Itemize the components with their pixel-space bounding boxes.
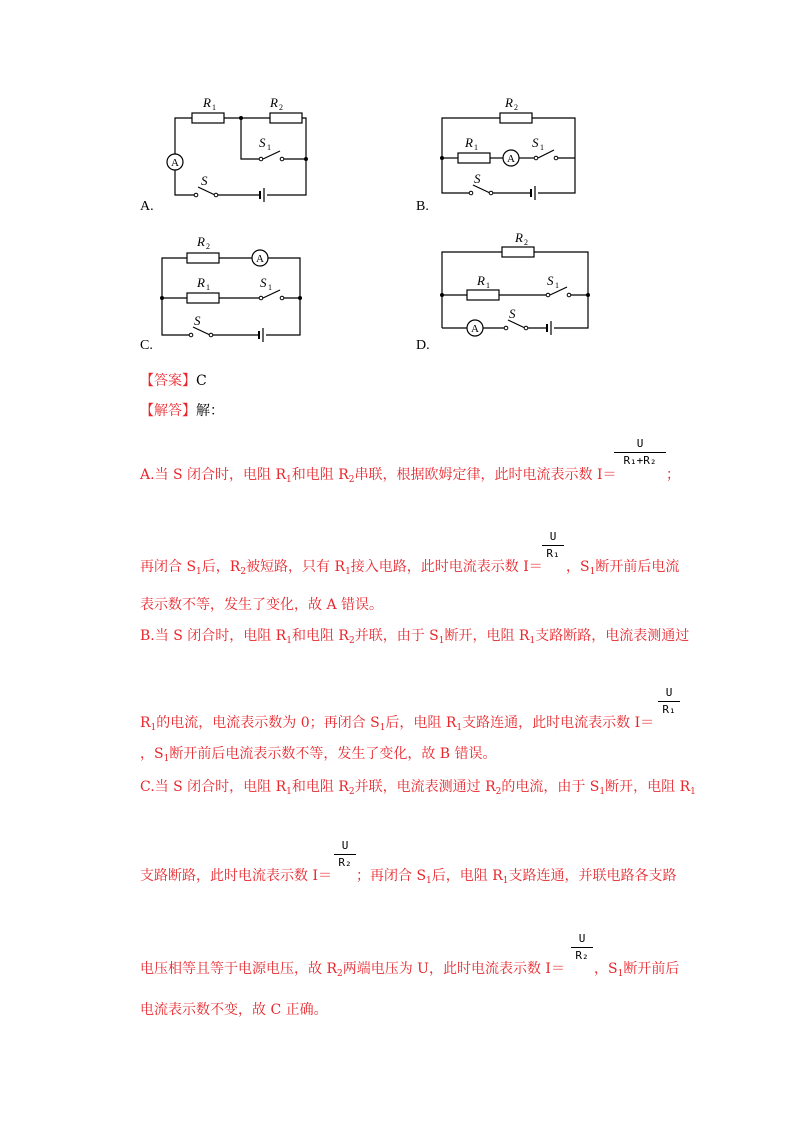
option-b-letter: B. bbox=[416, 199, 429, 214]
svg-text:2: 2 bbox=[279, 103, 283, 112]
svg-text:R: R bbox=[197, 234, 205, 249]
svg-text:S: S bbox=[260, 275, 267, 290]
circuit-b bbox=[430, 95, 590, 207]
svg-text:S: S bbox=[509, 306, 516, 321]
svg-text:R: R bbox=[197, 275, 205, 290]
svg-text:S: S bbox=[474, 171, 481, 186]
explanation-b-line2: $R_1$的电流，电流表示数为 0；再闭合 $S_1$后，电阻 $R_1$支路连通，此时电流表示数 I＝ bbox=[140, 715, 655, 733]
fraction-c1: U R₂ bbox=[334, 839, 356, 869]
svg-text:2: 2 bbox=[524, 238, 528, 247]
svg-text:2: 2 bbox=[206, 242, 210, 251]
svg-text:R: R bbox=[515, 230, 523, 245]
explanation-a-line2: 再闭合 $S_1$后，$R_2$被短路，只有 $R_1$接入电路，此时电流表示数 I＝ bbox=[140, 559, 543, 577]
explanation-c-line1: C.当 S 闭合时，电阻 $R_1$和电阻 $R_2$并联，电流表测通过 $R_2$的电流，由于 $S_1$断开，电阻 $R_1$ bbox=[140, 779, 696, 797]
s1-label: S bbox=[259, 135, 266, 150]
svg-text:S: S bbox=[532, 135, 539, 150]
explanation-c-line3: 电压相等且等于电源电压，故 $R_2$两端电压为 U，此时电流表示数 I＝ bbox=[140, 961, 565, 979]
svg-text:1: 1 bbox=[212, 103, 216, 112]
option-c-letter: C. bbox=[140, 338, 153, 353]
explanation-a-line3: 表示数不等，发生了变化，故 A 错误。 bbox=[140, 597, 384, 613]
svg-text:S: S bbox=[194, 313, 201, 328]
svg-text:1: 1 bbox=[206, 283, 210, 292]
analysis-bracket: 【解答】 bbox=[140, 403, 196, 419]
svg-text:1: 1 bbox=[267, 143, 271, 152]
svg-text:R: R bbox=[465, 135, 473, 150]
explanation-c-line4: 电流表示数不变，故 C 正确。 bbox=[140, 1002, 328, 1018]
svg-text:S: S bbox=[547, 273, 554, 288]
answer-bracket: 【答案】 bbox=[140, 373, 196, 389]
analysis-text: 解： bbox=[196, 403, 224, 419]
svg-text:1: 1 bbox=[555, 281, 559, 290]
r1-label: R bbox=[203, 95, 211, 110]
fraction-a1: U R₁+R₂ bbox=[614, 437, 666, 467]
option-a-letter: A. bbox=[140, 199, 154, 214]
svg-text:A: A bbox=[471, 323, 479, 335]
svg-text:R: R bbox=[505, 95, 513, 110]
fraction-b1: U R₁ bbox=[658, 686, 680, 716]
explanation-a-line1: A.当 S 闭合时，电阻 $R_1$和电阻 $R_2$串联，根据欧姆定律，此时电流表示数 I＝ bbox=[140, 467, 617, 485]
svg-text:2: 2 bbox=[514, 103, 518, 112]
explanation-b-line1: B.当 S 闭合时，电阻 $R_1$和电阻 $R_2$并联，由于 $S_1$断开，电阻 $R_1$支路断路，电流表测通过 bbox=[140, 628, 690, 646]
ammeter-label: A bbox=[171, 157, 179, 169]
answer-value: C bbox=[196, 373, 207, 389]
svg-text:R: R bbox=[477, 273, 485, 288]
svg-text:A: A bbox=[256, 253, 264, 265]
svg-text:1: 1 bbox=[540, 143, 544, 152]
fraction-a2: U R₁ bbox=[542, 530, 564, 560]
analysis-line bbox=[140, 400, 224, 420]
svg-text:1: 1 bbox=[268, 283, 272, 292]
svg-text:1: 1 bbox=[486, 281, 490, 290]
r2-label: R bbox=[270, 95, 278, 110]
fraction-c2: U R₂ bbox=[571, 932, 593, 962]
s-label: S bbox=[201, 173, 208, 188]
explanation-c-line2: 支路断路，此时电流表示数 I＝ bbox=[140, 868, 332, 884]
circuit-a bbox=[140, 90, 330, 215]
answer-line bbox=[140, 370, 207, 390]
circuit-c bbox=[150, 230, 315, 345]
svg-text:1: 1 bbox=[474, 143, 478, 152]
explanation-b-line3: ，$S_1$断开前后电流表示数不等，发生了变化，故 B 错误。 bbox=[140, 746, 497, 764]
option-d-letter: D. bbox=[416, 338, 430, 353]
circuit-d bbox=[430, 230, 595, 345]
svg-text:A: A bbox=[507, 153, 515, 165]
